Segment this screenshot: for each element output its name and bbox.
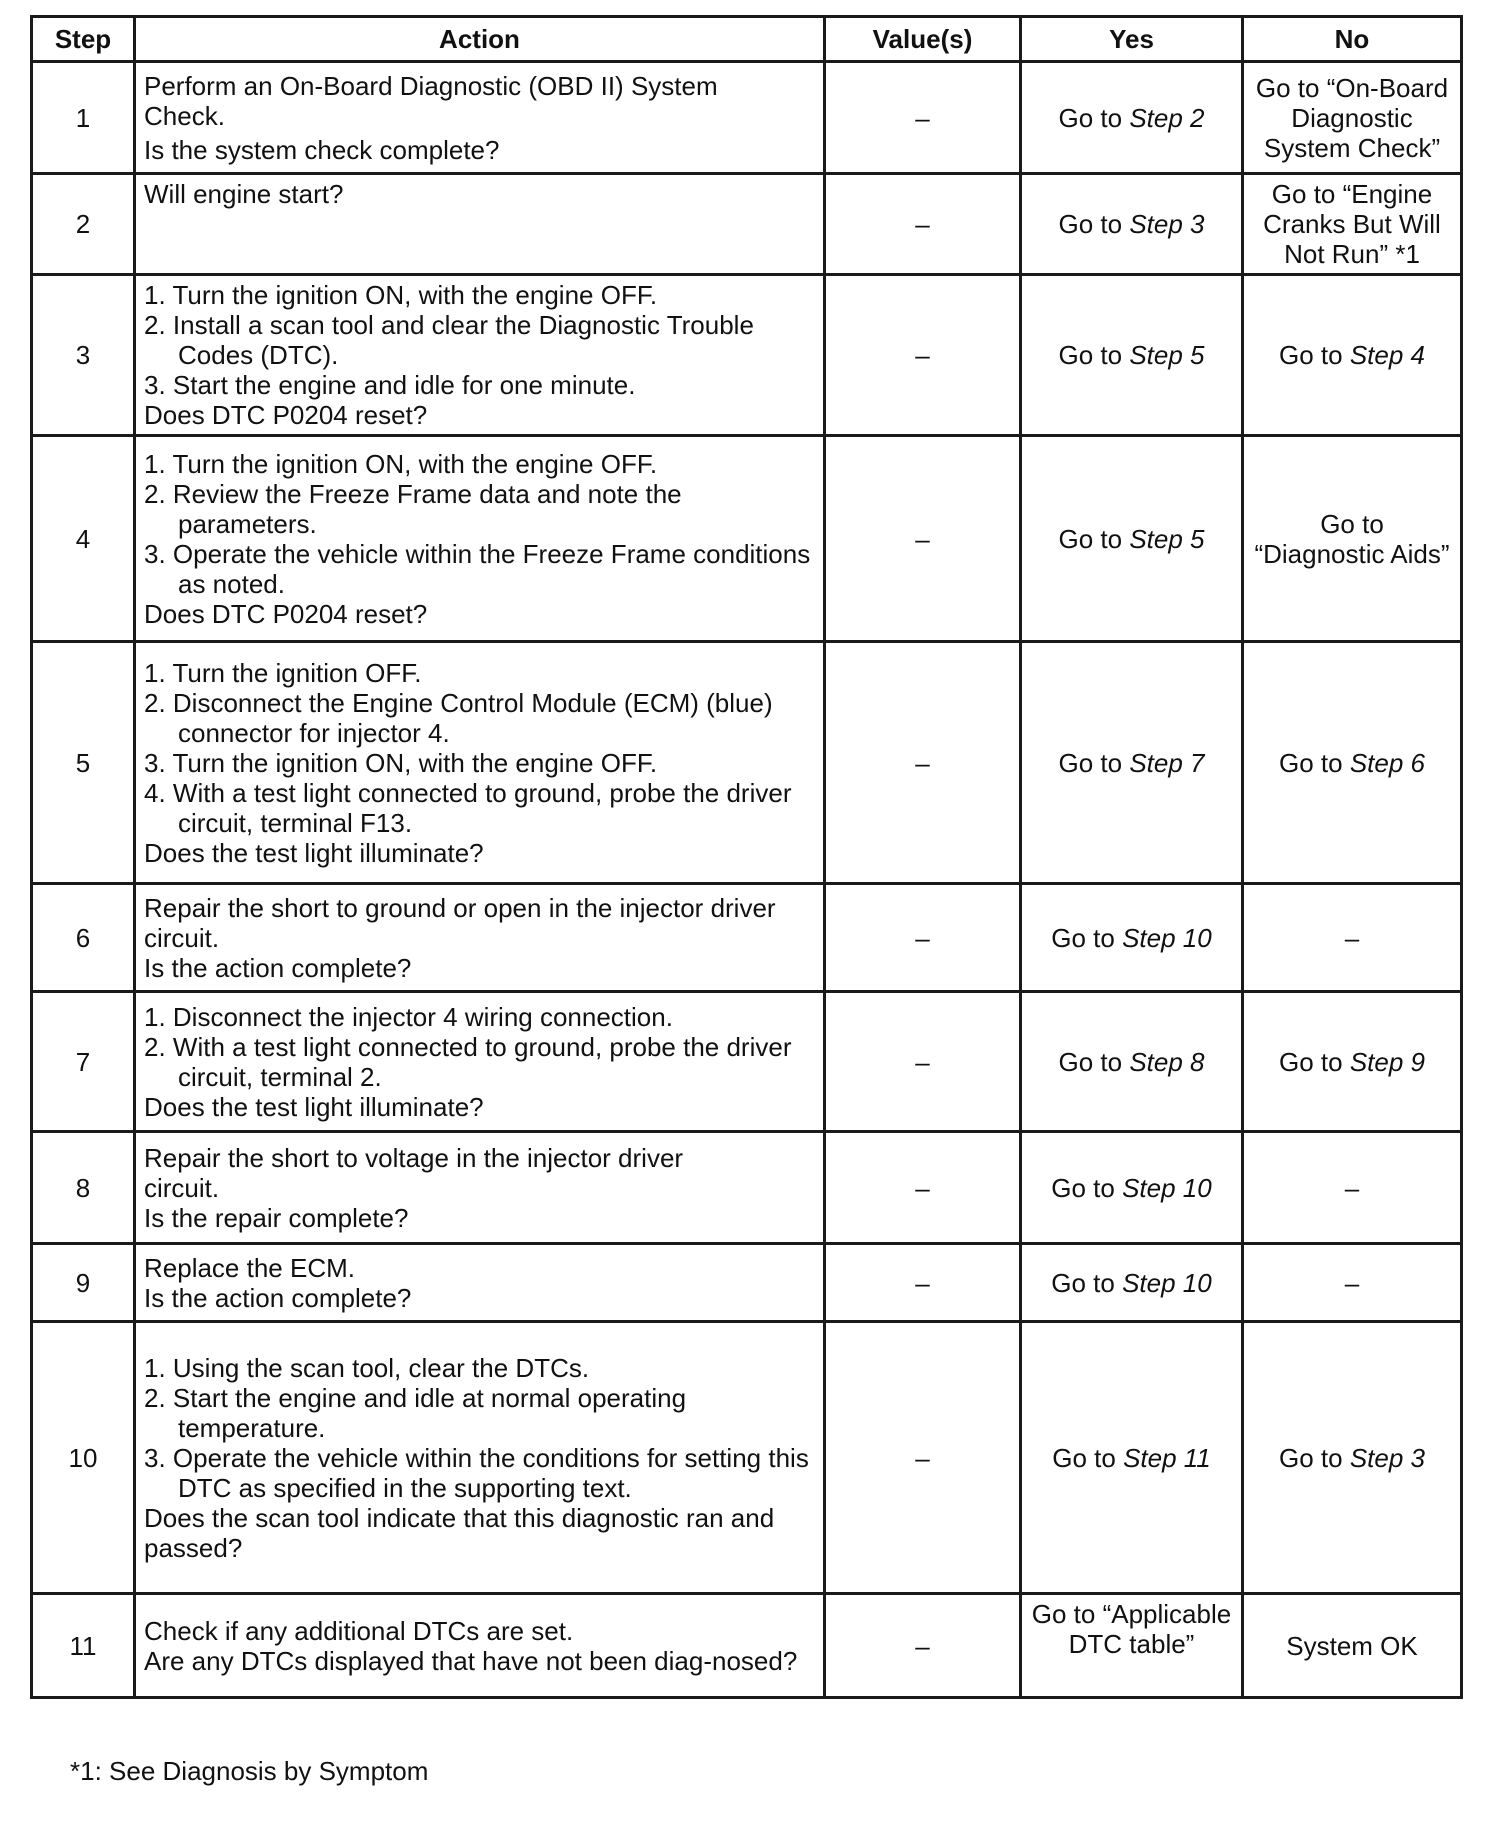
- goto-step-link[interactable]: Step 10: [1122, 1172, 1212, 1203]
- value-cell: –: [825, 884, 1021, 992]
- value-cell: –: [825, 275, 1021, 436]
- goto-step-link[interactable]: Step 9: [1349, 1046, 1425, 1077]
- step-number: 11: [32, 1594, 135, 1698]
- action-question: Are any DTCs displayed that have not been diag-nosed?: [144, 1645, 798, 1676]
- step-number: 3: [32, 275, 135, 436]
- action-text: Check.: [144, 100, 225, 131]
- action-cell: [135, 1132, 825, 1244]
- header-yes: Yes: [1021, 17, 1243, 62]
- action-cell: [135, 62, 825, 174]
- step-number: 2: [32, 174, 135, 275]
- action-substep: 3. Operate the vehicle within the Freeze Frame conditions as noted.: [144, 538, 811, 599]
- action-substep: 2. Disconnect the Engine Control Module (ECM) (blue) connector for injector 4.: [144, 687, 773, 748]
- action-cell: [135, 1244, 825, 1322]
- action-text: Perform an On-Board Diagnostic (OBD II) System: [144, 70, 718, 101]
- no-cell: System OK: [1243, 1594, 1462, 1698]
- footnote: *1: See Diagnosis by Symptom: [70, 1756, 429, 1786]
- goto-prefix: Go to: [1279, 1046, 1343, 1077]
- yes-cell: [1021, 1244, 1243, 1322]
- value-cell: –: [825, 174, 1021, 275]
- action-cell: [135, 436, 825, 642]
- table-row: [32, 992, 1462, 1132]
- table-row: [32, 1322, 1462, 1594]
- action-substep: 1. Turn the ignition ON, with the engine OFF.: [144, 280, 658, 310]
- goto-step-link[interactable]: Step 6: [1349, 747, 1425, 778]
- action-question: Does DTC P0204 reset?: [144, 400, 428, 430]
- action-substep: 3. Start the engine and idle for one minute.: [144, 370, 636, 400]
- goto-step-link[interactable]: Step 5: [1129, 340, 1205, 370]
- value-cell: –: [825, 992, 1021, 1132]
- goto-prefix: Go to: [1058, 747, 1123, 778]
- step-number: 4: [32, 436, 135, 642]
- action-substep: 2. Start the engine and idle at normal operating temperature.: [144, 1382, 687, 1443]
- action-cell: [135, 1322, 825, 1594]
- table-row: [32, 62, 1462, 174]
- goto-prefix: Go to: [1058, 523, 1123, 554]
- step-number: 5: [32, 642, 135, 884]
- goto-prefix: Go to: [1279, 340, 1343, 370]
- action-text: Repair the short to ground or open in the injector driver circuit.: [144, 892, 776, 953]
- no-cell: [1243, 275, 1462, 436]
- action-cell: [135, 992, 825, 1132]
- table-row: [32, 1594, 1462, 1698]
- action-substep: 2. Install a scan tool and clear the Diagnostic Trouble Codes (DTC).: [144, 310, 754, 370]
- action-question: Is the action complete?: [144, 1282, 412, 1313]
- goto-prefix: Go to: [1051, 1172, 1115, 1203]
- table-row: [32, 436, 1462, 642]
- table-row: [32, 174, 1462, 275]
- action-substep: 1. Disconnect the injector 4 wiring connection.: [144, 1001, 673, 1032]
- no-cell[interactable]: Go to “Diagnostic Aids”: [1243, 436, 1462, 642]
- action-cell: [135, 884, 825, 992]
- goto-step-link[interactable]: Step 8: [1129, 1046, 1205, 1077]
- action-substep: 1. Turn the ignition ON, with the engine OFF.: [144, 448, 658, 479]
- value-cell: –: [825, 1322, 1021, 1594]
- no-cell: [1243, 642, 1462, 884]
- action-substep: 4. With a test light connected to ground, probe the driver circuit, terminal F13.: [144, 777, 792, 838]
- value-cell: –: [825, 1594, 1021, 1698]
- step-number: 8: [32, 1132, 135, 1244]
- table-row: [32, 884, 1462, 992]
- header-action: Action: [135, 17, 825, 62]
- header-values: Value(s): [825, 17, 1021, 62]
- yes-cell: [1021, 174, 1243, 275]
- action-question: Does the scan tool indicate that this diagnostic ran and passed?: [144, 1502, 775, 1563]
- action-text: Check if any additional DTCs are set.: [144, 1615, 574, 1646]
- yes-cell: [1021, 1132, 1243, 1244]
- goto-step-link[interactable]: Step 4: [1349, 340, 1425, 370]
- yes-cell[interactable]: Go to “Applicable DTC table”: [1021, 1594, 1243, 1698]
- action-substep: 1. Turn the ignition OFF.: [144, 657, 422, 688]
- goto-step-link[interactable]: Step 2: [1129, 102, 1205, 133]
- goto-prefix: Go to: [1279, 1442, 1343, 1473]
- goto-step-link[interactable]: Step 10: [1122, 922, 1212, 953]
- action-text: Repair the short to voltage in the injector driver: [144, 1142, 684, 1173]
- action-question: Does DTC P0204 reset?: [144, 598, 428, 629]
- value-cell: –: [825, 642, 1021, 884]
- action-question: Does the test light illuminate?: [144, 837, 484, 868]
- value-cell: –: [825, 62, 1021, 174]
- goto-prefix: Go to: [1051, 1267, 1115, 1298]
- action-text: Replace the ECM.: [144, 1252, 355, 1283]
- goto-prefix: Go to: [1058, 1046, 1123, 1077]
- action-substep: 3. Operate the vehicle within the conditions for setting this DTC as specified in the supporting text.: [144, 1442, 809, 1503]
- table-row: [32, 1132, 1462, 1244]
- action-cell: [135, 1594, 825, 1698]
- goto-prefix: Go to: [1051, 922, 1115, 953]
- action-question: Will engine start?: [144, 179, 344, 209]
- no-cell[interactable]: Go to “Engine Cranks But Will Not Run” *1: [1243, 174, 1462, 275]
- action-cell: [135, 174, 825, 275]
- table-row: [32, 1244, 1462, 1322]
- yes-cell: [1021, 275, 1243, 436]
- action-cell: [135, 642, 825, 884]
- header-row: [32, 17, 1462, 62]
- goto-prefix: Go to: [1279, 747, 1343, 778]
- no-cell: [1243, 992, 1462, 1132]
- value-cell: –: [825, 436, 1021, 642]
- yes-cell: [1021, 884, 1243, 992]
- no-cell: –: [1243, 1132, 1462, 1244]
- goto-step-link[interactable]: Step 3: [1129, 209, 1205, 239]
- action-question: Does the test light illuminate?: [144, 1091, 484, 1122]
- header-no: No: [1243, 17, 1462, 62]
- table-row: [32, 642, 1462, 884]
- goto-step-link[interactable]: Step 11: [1123, 1442, 1211, 1473]
- step-number: 6: [32, 884, 135, 992]
- action-substep: 2. Review the Freeze Frame data and note the parameters.: [144, 478, 682, 539]
- diagnostic-table: [30, 15, 1463, 1699]
- step-number: 10: [32, 1322, 135, 1594]
- value-cell: –: [825, 1132, 1021, 1244]
- action-question: Is the repair complete?: [144, 1202, 409, 1233]
- goto-prefix: Go to: [1058, 209, 1123, 239]
- goto-step-link[interactable]: Step 5: [1129, 523, 1205, 554]
- step-number: 7: [32, 992, 135, 1132]
- action-substep: 3. Turn the ignition ON, with the engine OFF.: [144, 747, 658, 778]
- goto-step-link[interactable]: Step 3: [1349, 1442, 1425, 1473]
- goto-prefix: Go to: [1058, 340, 1123, 370]
- yes-cell: [1021, 642, 1243, 884]
- no-cell: [1243, 1322, 1462, 1594]
- action-substep: 2. With a test light connected to ground, probe the driver circuit, terminal 2.: [144, 1031, 792, 1092]
- no-cell: –: [1243, 1244, 1462, 1322]
- header-step: Step: [32, 17, 135, 62]
- yes-cell: [1021, 62, 1243, 174]
- yes-cell: [1021, 436, 1243, 642]
- action-question: Is the action complete?: [144, 952, 412, 983]
- table-row: [32, 275, 1462, 436]
- goto-step-link[interactable]: Step 7: [1129, 747, 1205, 778]
- action-substep: 1. Using the scan tool, clear the DTCs.: [144, 1352, 590, 1383]
- no-cell[interactable]: Go to “On-Board Diagnostic System Check”: [1243, 62, 1462, 174]
- action-question: Is the system check complete?: [144, 134, 500, 165]
- step-number: 1: [32, 62, 135, 174]
- goto-step-link[interactable]: Step 10: [1122, 1267, 1212, 1298]
- step-number: 9: [32, 1244, 135, 1322]
- goto-prefix: Go to: [1052, 1442, 1116, 1473]
- no-cell: –: [1243, 884, 1462, 992]
- yes-cell: [1021, 992, 1243, 1132]
- goto-prefix: Go to: [1058, 102, 1123, 133]
- action-text: circuit.: [144, 1172, 220, 1203]
- action-cell: [135, 275, 825, 436]
- value-cell: –: [825, 1244, 1021, 1322]
- yes-cell: [1021, 1322, 1243, 1594]
